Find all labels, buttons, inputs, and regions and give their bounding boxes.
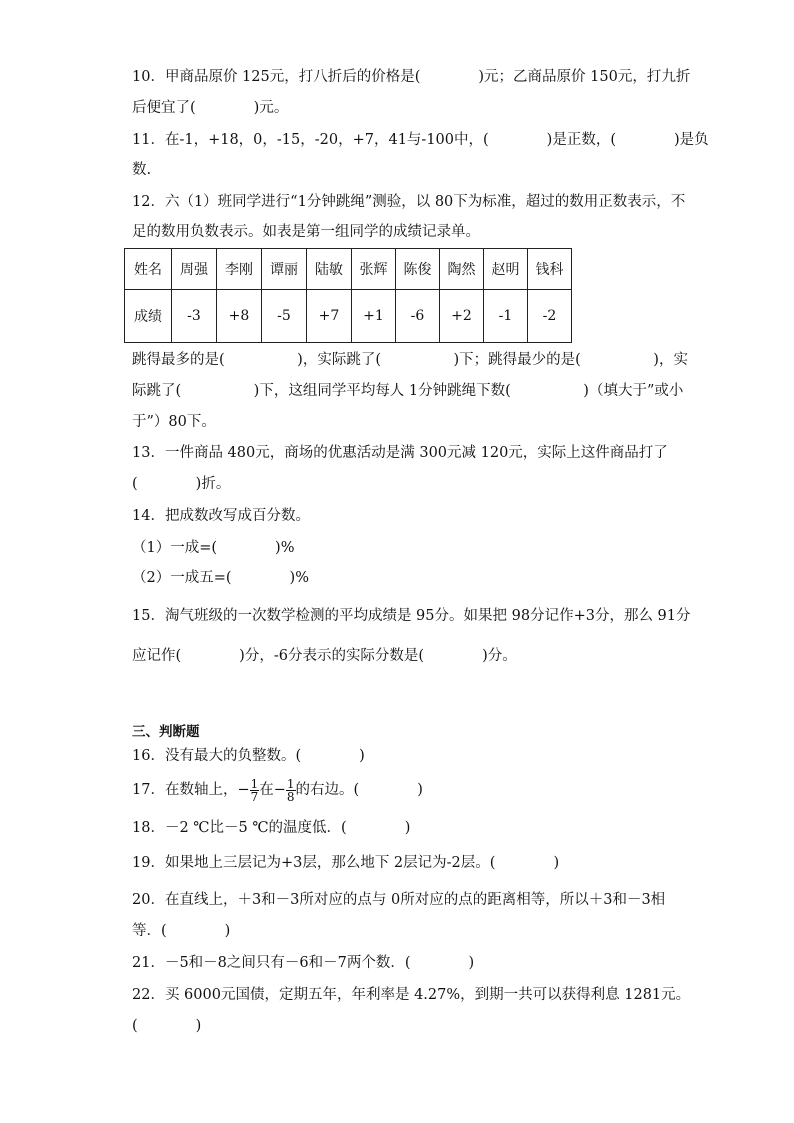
q15-line2: 应记作( )分，-6分表示的实际分数是( )分。 [132, 648, 517, 664]
q20-line2: 等．( ) [132, 923, 231, 939]
table-cell: -5 [262, 290, 307, 343]
q12-line1: 12．六（1）班同学进行“1分钟跳绳”测验，以 80下为标准，超过的数用正数表示，不 [132, 194, 686, 210]
table-cell: 张辉 [352, 249, 396, 290]
fraction-numerator: 1 [250, 776, 259, 791]
table-cell: +7 [307, 290, 352, 343]
table-cell: -6 [396, 290, 440, 343]
fraction-denominator: 7 [250, 789, 259, 804]
q16: 16．没有最大的负整数。( ) [132, 748, 365, 764]
fraction-numerator: 1 [286, 776, 295, 791]
score-table [124, 248, 572, 343]
table-cell: 姓名 [125, 249, 172, 290]
table-cell: -2 [528, 290, 572, 343]
q15-line1: 15．淘气班级的一次数学检测的平均成绩是 95分。如果把 98分记作+3分，那么 91分 [132, 608, 691, 624]
table-cell: -1 [484, 290, 528, 343]
q10-line1: 10．甲商品原价 125元，打八折后的价格是( )元；乙商品原价 150元，打九折 [132, 69, 691, 85]
table-cell: 钱科 [528, 249, 572, 290]
table-cell: +8 [217, 290, 262, 343]
table-cell: +2 [440, 290, 484, 343]
q17-prefix: 17．在数轴上，− [132, 782, 250, 798]
q19: 19．如果地上三层记为+3层，那么地下 2层记为-2层。( ) [132, 855, 560, 871]
table-cell: 陈俊 [396, 249, 440, 290]
q18: 18．－2 ℃比－5 ℃的温度低．( ) [132, 820, 411, 836]
q14-line1: 14．把成数改写成百分数。 [132, 508, 310, 524]
q10-line2: 后便宜了( )元。 [132, 100, 289, 116]
q12-line2: 足的数用负数表示。如表是第一组同学的成绩记录单。 [132, 224, 480, 240]
table-cell: -3 [172, 290, 217, 343]
fraction-one-eighth [286, 778, 296, 803]
table-cell: 李刚 [217, 249, 262, 290]
table-cell: 谭丽 [262, 249, 307, 290]
q17-suffix: 的右边。( ) [295, 782, 423, 798]
q22-line1: 22．买 6000元国债，定期五年，年利率是 4.27%，到期一共可以获得利息 1281元。 [132, 987, 691, 1003]
q22-line2: ( ) [132, 1018, 202, 1034]
q12-after3: 于”）80下。 [132, 414, 216, 430]
q13-line1: 13．一件商品 480元，商场的优惠活动是满 300元减 120元，实际上这件商品打了 [132, 445, 668, 461]
q11-line2: 数. [132, 162, 152, 178]
q14-sub1: （1）一成=( )% [132, 540, 295, 556]
table-cell: 陶然 [440, 249, 484, 290]
section-title: 三、判断题 [132, 724, 200, 740]
fraction-one-seventh [250, 778, 260, 803]
q17-middle: 在− [259, 782, 286, 798]
table-row-names [125, 249, 572, 290]
q14-sub2: （2）一成五=( )% [132, 570, 309, 586]
q13-line2: ( )折。 [132, 476, 231, 492]
q12-after2: 际跳了( )下，这组同学平均每人 1分钟跳绳下数( )（填大于”或小 [132, 383, 684, 399]
q12-after1: 跳得最多的是( )，实际跳了( )下；跳得最少的是( )，实 [132, 352, 688, 368]
q21: 21．－5和－8之间只有－6和－7两个数．( ) [132, 955, 475, 971]
q17 [132, 776, 423, 804]
table-cell: 成绩 [125, 290, 172, 343]
q11-line1: 11．在-1，+18，0，-15，-20，+7，41与-100中，( )是正数，( )是负 [132, 132, 709, 148]
table-cell: +1 [352, 290, 396, 343]
table-row-scores [125, 290, 572, 343]
table-cell: 陆敏 [307, 249, 352, 290]
table-cell: 周强 [172, 249, 217, 290]
q20-line1: 20．在直线上，＋3和－3所对应的点与 0所对应的点的距离相等，所以＋3和－3相 [132, 892, 666, 908]
fraction-denominator: 8 [286, 789, 295, 804]
table-cell: 赵明 [484, 249, 528, 290]
